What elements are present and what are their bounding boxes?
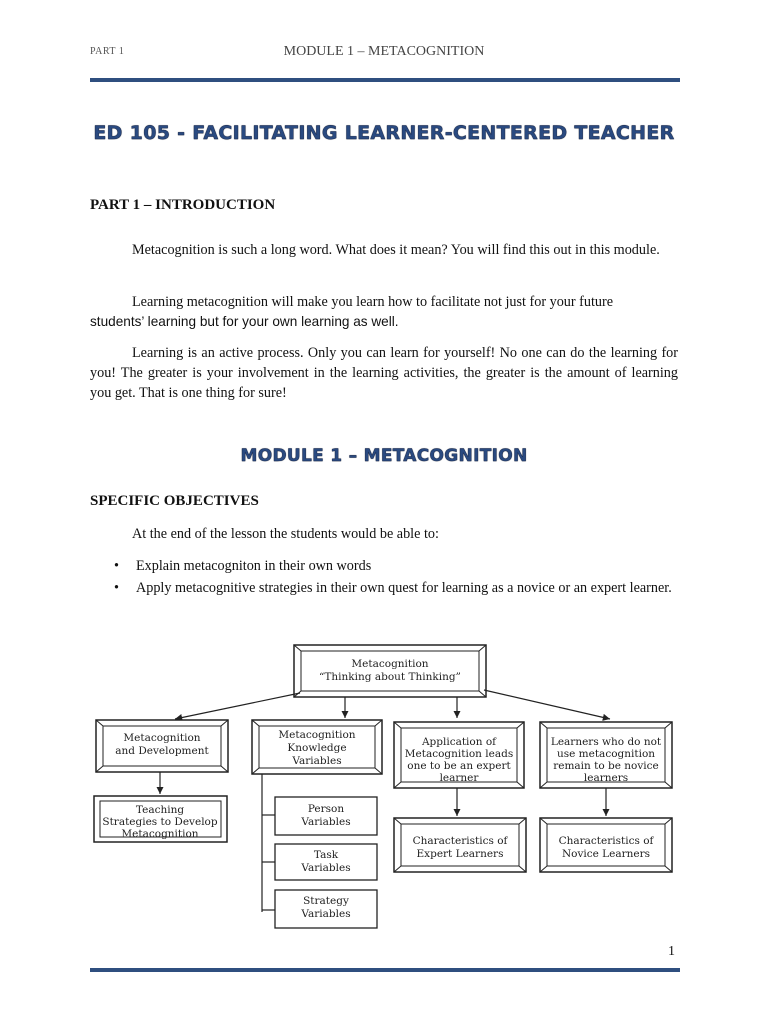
teaching-strategies-node	[94, 796, 227, 842]
expert-learners-node	[394, 818, 526, 872]
root-line-2: “Thinking about Thinking”	[319, 671, 461, 683]
b4-line-2: use metacognition	[556, 748, 656, 760]
b1-line-2: and Development	[115, 745, 209, 757]
novice-line-1: Characteristics of	[558, 835, 654, 847]
intro-paragraph-2-continuation: students’ learning but for your own learning as well.	[90, 314, 399, 329]
b1-line-1: Metacognition	[123, 732, 201, 744]
b3-line-2: Metacognition leads	[404, 748, 514, 760]
branch-application-node	[394, 722, 524, 788]
intro-heading: PART 1 – INTRODUCTION	[90, 197, 276, 213]
header-module-label: MODULE 1 – METACOGNITION	[283, 44, 485, 59]
branch-novice-node	[540, 722, 672, 788]
b3-line-4: learner	[439, 772, 479, 784]
connector-root-b1	[175, 693, 300, 719]
root-node	[294, 645, 486, 697]
strategy-variables-node	[275, 890, 377, 928]
objective-text: Apply metacognitive strategies in their own quest for learning as a novice or an expert learner.	[136, 580, 672, 596]
person-line-1: Person	[307, 803, 345, 815]
header-part-label: PART 1	[90, 46, 125, 57]
b1c-line-2: Strategies to Develop	[102, 816, 218, 828]
b3-line-1: Application of	[421, 736, 497, 748]
strategy-line-2: Variables	[301, 908, 351, 920]
b1c-line-3: Metacognition	[121, 828, 199, 840]
b3-line-3: one to be an expert	[407, 760, 511, 772]
novice-line-2: Novice Learners	[561, 848, 651, 860]
page-number: 1	[668, 944, 675, 959]
module-title: MODULE 1 – METACOGNITION	[240, 446, 528, 466]
objectives-heading: SPECIFIC OBJECTIVES	[90, 493, 259, 509]
strategy-line-1: Strategy	[303, 895, 349, 907]
connector-root-b4	[484, 690, 610, 719]
task-line-2: Variables	[301, 862, 351, 874]
intro-paragraph-3-text: Learning is an active process. Only you can learn for yourself! No one can do the learning for you! The greater is your involvement in the learning activities, the greater is the amount of learning you get. That is one thing for sure!	[90, 345, 678, 401]
course-title: ED 105 - FACILITATING LEARNER-CENTERED TEACHER	[93, 122, 675, 144]
b2-line-3: Variables	[292, 755, 342, 767]
b4-line-4: learners	[583, 772, 629, 784]
bullet-icon: •	[114, 580, 119, 596]
person-line-2: Variables	[301, 816, 351, 828]
intro-paragraph-1-text: Metacognition is such a long word. What does it mean? You will find this out in this module.	[132, 242, 660, 258]
footer-rule	[90, 968, 680, 972]
b2-line-1: Metacognition	[278, 729, 356, 741]
person-variables-node	[275, 797, 377, 835]
objectives-lead-text: At the end of the lesson the students would be able to:	[132, 526, 439, 542]
task-line-1: Task	[313, 849, 339, 861]
task-variables-node	[275, 844, 377, 880]
expert-line-2: Expert Learners	[416, 848, 504, 860]
bullet-icon: •	[114, 558, 119, 574]
b4-line-1: Learners who do not	[550, 736, 662, 748]
branch-knowledge-variables-node	[252, 720, 382, 774]
intro-paragraph-2-text: Learning metacognition will make you learn how to facilitate not just for your future	[132, 294, 614, 310]
objective-text: Explain metacogniton in their own words	[136, 558, 372, 574]
expert-line-1: Characteristics of	[412, 835, 508, 847]
novice-learners-node	[540, 818, 672, 872]
b2-line-2: Knowledge	[287, 742, 347, 754]
b1c-line-1: Teaching	[135, 804, 185, 816]
root-line-1: Metacognition	[351, 658, 429, 670]
branch-development-node	[96, 720, 228, 772]
b4-line-3: remain to be novice	[553, 760, 659, 772]
